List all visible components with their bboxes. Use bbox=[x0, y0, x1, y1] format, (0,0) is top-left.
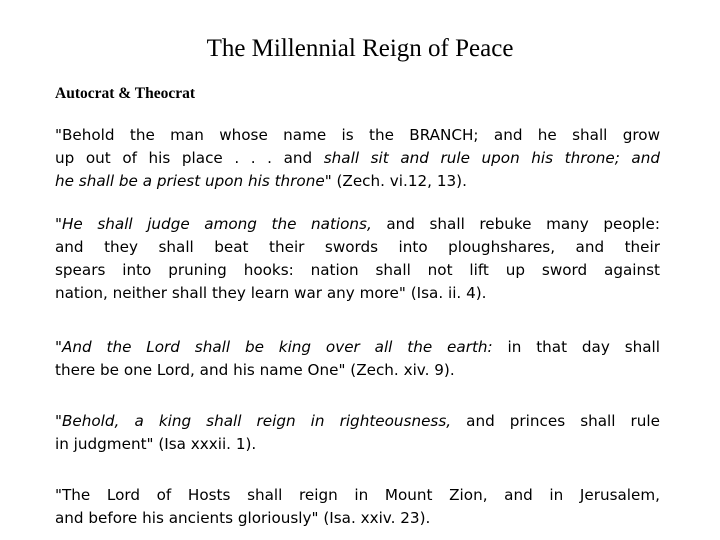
quote-text-italic: he shall be a priest upon his throne bbox=[55, 172, 325, 190]
quote-text-italic: And the Lord shall be king over all the earth: bbox=[62, 338, 493, 356]
quote-line bbox=[55, 507, 660, 530]
quote-text: and they shall beat their swords into ploughshares, and their bbox=[55, 238, 660, 256]
quote-text: and shall rebuke many people: bbox=[371, 215, 660, 233]
quote-text: "The Lord of Hosts shall reign in Mount Zion, and in Jerusalem, bbox=[55, 486, 660, 504]
quote-line bbox=[55, 282, 660, 305]
quote-line bbox=[55, 124, 660, 147]
quote-line bbox=[55, 433, 660, 456]
scripture-quote-zech-6 bbox=[55, 124, 660, 193]
quote-text: nation, neither shall they learn war any more" (Isa. ii. 4). bbox=[55, 284, 487, 302]
quote-line bbox=[55, 410, 660, 433]
quote-text: in that day shall bbox=[492, 338, 660, 356]
quote-text: up out of his place . . . and bbox=[55, 149, 324, 167]
quote-line bbox=[55, 336, 660, 359]
quote-text: and princes shall rule bbox=[451, 412, 660, 430]
quote-line bbox=[55, 213, 660, 236]
scripture-quote-zech-14 bbox=[55, 336, 660, 382]
scripture-quote-isa-2 bbox=[55, 213, 660, 305]
scripture-quote-isa-24 bbox=[55, 484, 660, 530]
quote-text: " (Zech. vi.12, 13). bbox=[324, 172, 467, 190]
quote-line bbox=[55, 147, 660, 170]
scripture-quote-isa-32 bbox=[55, 410, 660, 456]
quote-line bbox=[55, 259, 660, 282]
quote-text: " bbox=[55, 338, 62, 356]
quote-line bbox=[55, 359, 660, 382]
quote-text: and before his ancients gloriously" (Isa. xxiv. 23). bbox=[55, 509, 431, 527]
quote-text: in judgment" (Isa xxxii. 1). bbox=[55, 435, 257, 453]
quote-text: " bbox=[55, 215, 62, 233]
quote-text: spears into pruning hooks: nation shall not lift up sword against bbox=[55, 261, 660, 279]
slide-subtitle: Autocrat & Theocrat bbox=[55, 85, 196, 102]
quote-line bbox=[55, 170, 660, 193]
quote-line bbox=[55, 236, 660, 259]
quote-text-italic: shall sit and rule upon his throne; and bbox=[323, 149, 660, 167]
slide-title: The Millennial Reign of Peace bbox=[206, 35, 514, 62]
quote-text-italic: He shall judge among the nations, bbox=[62, 215, 372, 233]
quote-text: "Behold the man whose name is the BRANCH; and he shall grow bbox=[55, 126, 660, 144]
quote-text: there be one Lord, and his name One" (Zech. xiv. 9). bbox=[55, 361, 455, 379]
quote-text-italic: Behold, a king shall reign in righteousness, bbox=[62, 412, 452, 430]
quote-text: " bbox=[55, 412, 62, 430]
quote-line bbox=[55, 484, 660, 507]
